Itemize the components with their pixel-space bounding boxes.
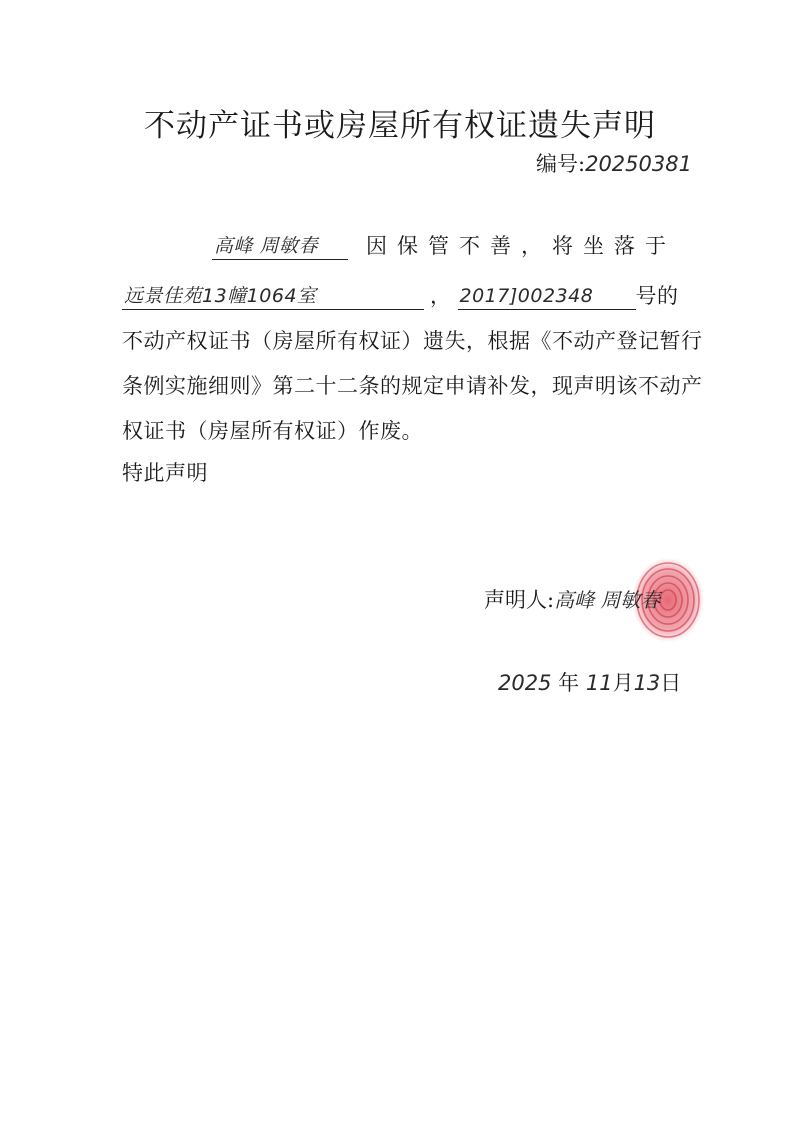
date-year-label: 年: [558, 671, 580, 695]
document-number: [536, 148, 692, 178]
declarant-line: [484, 584, 660, 614]
declaration-date: [498, 667, 681, 697]
number-label: 编号:: [536, 152, 586, 176]
date-month-label: 月: [612, 671, 634, 695]
number-value: 20250381: [585, 152, 692, 176]
date-month: 11: [585, 671, 613, 695]
paragraph-line-5: 权证书（房屋所有权证）作废。: [122, 419, 423, 443]
declarant-signature: 高峰 周敏春: [554, 588, 661, 612]
paragraph-line-1: [212, 230, 676, 260]
owners-blank: 高峰 周敏春: [212, 233, 348, 260]
address-blank: 远景佳苑13幢1064室: [122, 283, 424, 310]
date-year: 2025: [498, 671, 552, 695]
comma: ，: [430, 284, 452, 308]
paragraph-line-2-tail: 号的: [635, 284, 679, 308]
paragraph-line-2: [122, 280, 679, 310]
document-title: 不动产证书或房屋所有权证遗失声明: [144, 108, 656, 144]
date-day-label: 日: [660, 671, 682, 695]
paragraph-line-4: 条例实施细则》第二十二条的规定申请补发，现声明该不动产: [122, 374, 703, 398]
date-day: 13: [633, 671, 661, 695]
certificate-number-blank: 2017]002348: [458, 283, 636, 310]
paragraph-line-3: 不动产权证书（房屋所有权证）遗失，根据《不动产登记暂行: [122, 329, 703, 353]
paragraph-line-1-text: 因保管不善，将坐落于: [366, 234, 676, 258]
closing-text: 特此声明: [122, 461, 208, 485]
declarant-label: 声明人:: [484, 588, 555, 612]
